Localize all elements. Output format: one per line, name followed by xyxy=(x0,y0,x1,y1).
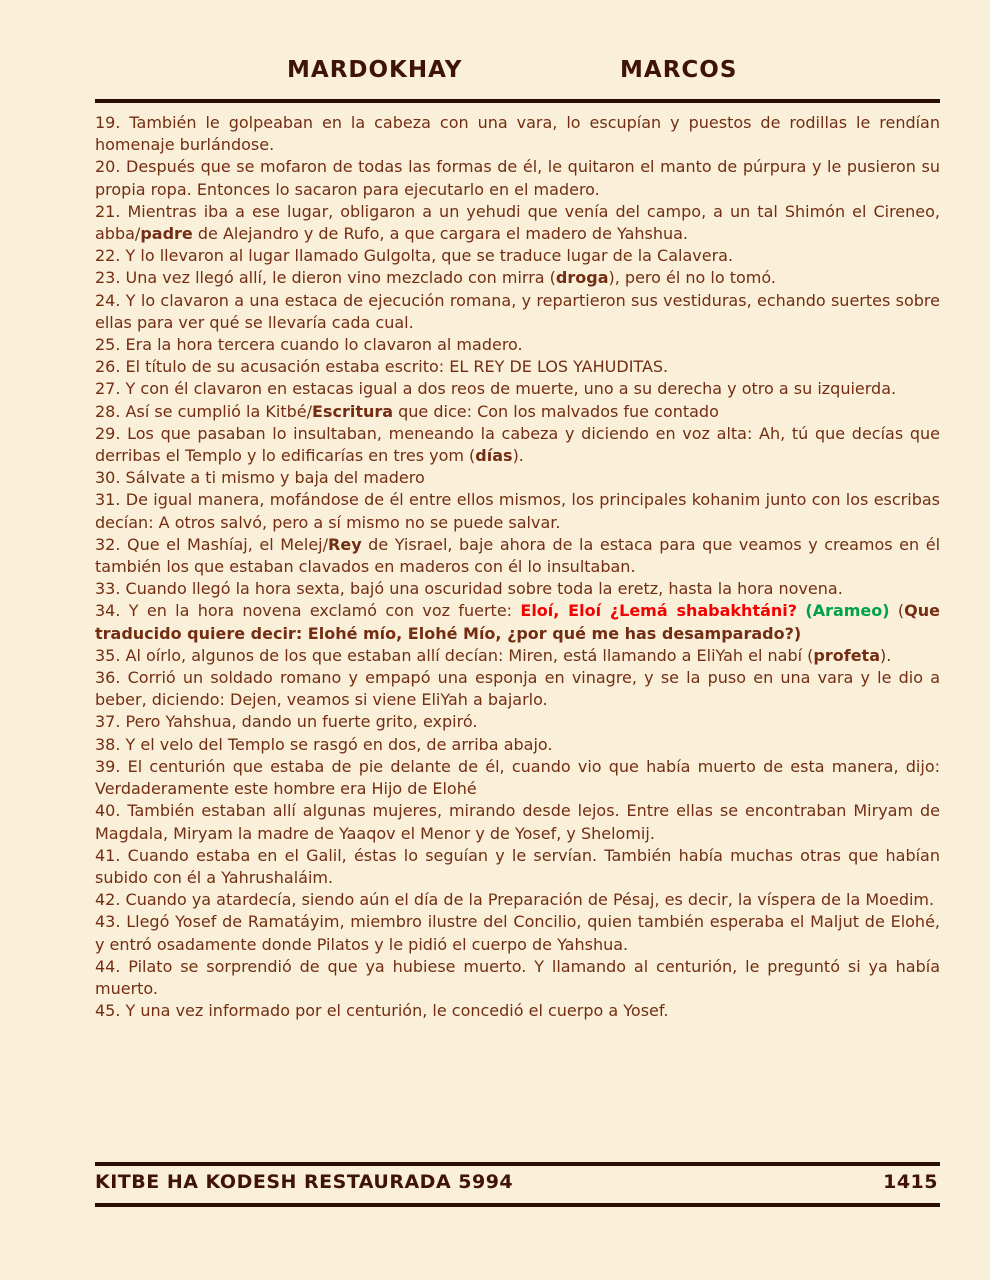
footer-rule-bottom xyxy=(95,1203,940,1207)
verse-text-run: 21. Mientras iba a ese lugar, obligaron a un yehudi que venía del campo, a un tal Shimón el Cireneo, abba/ xyxy=(95,201,940,244)
verse-text-run: 31. De igual manera, mofándose de él entre ellos mismos, los principales kohanim junto con los escribas decían: A otros salvó, pero a sí mismo no se puede salvar. xyxy=(95,490,940,532)
verse-text-run: 30. Sálvate a ti mismo y baja del madero xyxy=(95,468,425,488)
verse-text-run: ( xyxy=(889,601,905,621)
verse xyxy=(95,845,940,889)
verse xyxy=(95,800,940,844)
verse-text-run: ). xyxy=(880,645,892,665)
verse xyxy=(95,356,940,378)
verse xyxy=(95,711,940,733)
verse xyxy=(95,467,940,489)
verse-text-run: 28. Así se cumplió la Kitbé/ xyxy=(95,401,312,421)
footer-rule-top xyxy=(95,1162,940,1166)
verse-text-run: 36. Corrió un soldado romano y empapó una esponja en vinagre, y se la puso en una vara y le dio a beber, diciendo: Dejen, veamos si viene EliYah a bajarlo. xyxy=(95,668,940,710)
header-rule xyxy=(95,99,940,103)
verse xyxy=(95,756,940,800)
verse-text-run: Rey xyxy=(328,534,362,554)
verse-text-run: 42. Cuando ya atardecía, siendo aún el día de la Preparación de Pésaj, es decir, la víspera de la Moedim. xyxy=(95,890,935,910)
header-title-mardokhay: MARDOKHAY xyxy=(287,57,463,83)
verse-text-run: ), pero él no lo tomó. xyxy=(608,268,776,288)
verse-text-run: padre xyxy=(140,224,193,244)
verse-text-run: 26. El título de su acusación estaba escrito: EL REY DE LOS YAHUDITAS. xyxy=(95,357,669,377)
verse xyxy=(95,889,940,911)
verse-text-run: 39. El centurión que estaba de pie delante de él, cuando vio que había muerto de esta manera, dijo: Verdaderamente este hombre era Hijo de Elohé xyxy=(95,756,940,799)
verse-text-run: 40. También estaban allí algunas mujeres, mirando desde lejos. Entre ellas se encontraban Miryam de Magdala, Miryam la madre de Yaaqov el Menor y de Yosef, y Shelomij. xyxy=(95,801,940,843)
verse xyxy=(95,489,940,533)
verse-text-run: 34. Y en la hora novena exclamó con voz fuerte: xyxy=(95,601,521,621)
verse-text-run: droga xyxy=(555,268,609,288)
verse-text-run: 35. Al oírlo, algunos de los que estaban allí decían: Miren, está llamando a EliYah el nabí ( xyxy=(95,645,814,665)
verse xyxy=(95,245,940,267)
verse xyxy=(95,534,940,578)
verse-text-run: 20. Después que se mofaron de todas las formas de él, le quitaron el manto de púrpura y le pusieron su propia ropa. Entonces lo sacaron para ejecutarlo en el madero. xyxy=(95,157,940,199)
verse-text-run: 38. Y el velo del Templo se rasgó en dos, de arriba abajo. xyxy=(95,734,553,754)
verse-text-run: días xyxy=(475,446,513,466)
footer-page-number: 1415 xyxy=(883,1171,938,1193)
verse-text-run: 24. Y lo clavaron a una estaca de ejecución romana, y repartieron sus vestiduras, echando suertes sobre ellas para ver qué se llevaría cada cual. xyxy=(95,290,940,332)
verse-text-run: 44. Pilato se sorprendió de que ya hubiese muerto. Y llamando al centurión, le preguntó si ya había muerto. xyxy=(95,956,940,998)
verse xyxy=(95,600,940,644)
footer-book-title: KITBE HA KODESH RESTAURADA 5994 xyxy=(95,1171,514,1193)
verse-text-run: que dice: Con los malvados fue contado xyxy=(393,401,719,421)
verse-text-run: 29. Los que pasaban lo insultaban, meneando la cabeza y diciendo en voz alta: Ah, tú que decías que derribas el Templo y lo edificarías en tres yom ( xyxy=(95,423,940,466)
verse-text-run: 27. Y con él clavaron en estacas igual a dos reos de muerte, uno a su derecha y otro a su izquierda. xyxy=(95,379,897,399)
verse xyxy=(95,578,940,600)
verse-text-run: 32. Que el Mashíaj, el Melej/ xyxy=(95,534,329,554)
verse xyxy=(95,401,940,423)
verse-text-run: 25. Era la hora tercera cuando lo clavaron al madero. xyxy=(95,335,523,355)
verse xyxy=(95,378,940,400)
verse xyxy=(95,911,940,955)
verse-text-run: 22. Y lo llevaron al lugar llamado Gulgolta, que se traduce lugar de la Calavera. xyxy=(95,246,734,266)
header-title-marcos: MARCOS xyxy=(620,57,738,83)
verse-text-run: 19. También le golpeaban en la cabeza con una vara, lo escupían y puestos de rodillas le rendían homenaje burlándose. xyxy=(95,113,940,155)
verse-text-run: de Yisrael, baje ahora de la estaca para que veamos y creamos en él también los que estaban clavados en maderos con él lo insultaban. xyxy=(95,534,941,577)
verse-text-run: Eloí, Eloí ¿Lemá shabakhtáni? xyxy=(520,601,798,621)
verse xyxy=(95,201,940,245)
verse-text-run: 45. Y una vez informado por el centurión, le concedió el cuerpo a Yosef. xyxy=(95,1001,669,1021)
verse-text-run: 33. Cuando llegó la hora sexta, bajó una oscuridad sobre toda la eretz, hasta la hora novena. xyxy=(95,579,843,599)
verse-text-run: 43. Llegó Yosef de Ramatáyim, miembro ilustre del Concilio, quien también esperaba el Maljut de Elohé, y entró osadamente donde Pilatos y le pidió el cuerpo de Yahshua. xyxy=(95,912,940,954)
verse xyxy=(95,734,940,756)
verse-text-run: de Alejandro y de Rufo, a que cargara el madero de Yahshua. xyxy=(192,224,689,244)
verse-text-run: 23. Una vez llegó allí, le dieron vino mezclado con mirra ( xyxy=(95,268,556,288)
verse-text-run: 41. Cuando estaba en el Galil, éstas lo seguían y le servían. También había muchas otras que habían subido con él a Yahrushaláim. xyxy=(95,845,940,887)
verse xyxy=(95,667,940,711)
verse-text-run: Escritura xyxy=(312,401,394,421)
verse xyxy=(95,334,940,356)
verse-text-run: Que traducido quiere decir: Elohé mío, Elohé Mío, ¿por qué me has desamparado?) xyxy=(95,601,940,643)
verse-text-run: ). xyxy=(512,446,524,466)
verse xyxy=(95,956,940,1000)
verse xyxy=(95,645,940,667)
verse-text-run: profeta xyxy=(813,645,880,665)
verse xyxy=(95,112,940,156)
verses xyxy=(95,112,940,1022)
verse xyxy=(95,1000,940,1022)
verse xyxy=(95,423,940,467)
verse xyxy=(95,290,940,334)
verse xyxy=(95,156,940,200)
verse-text-run: 37. Pero Yahshua, dando un fuerte grito, expiró. xyxy=(95,712,478,732)
verse xyxy=(95,267,940,289)
verse-text-run: (Arameo) xyxy=(805,601,890,621)
